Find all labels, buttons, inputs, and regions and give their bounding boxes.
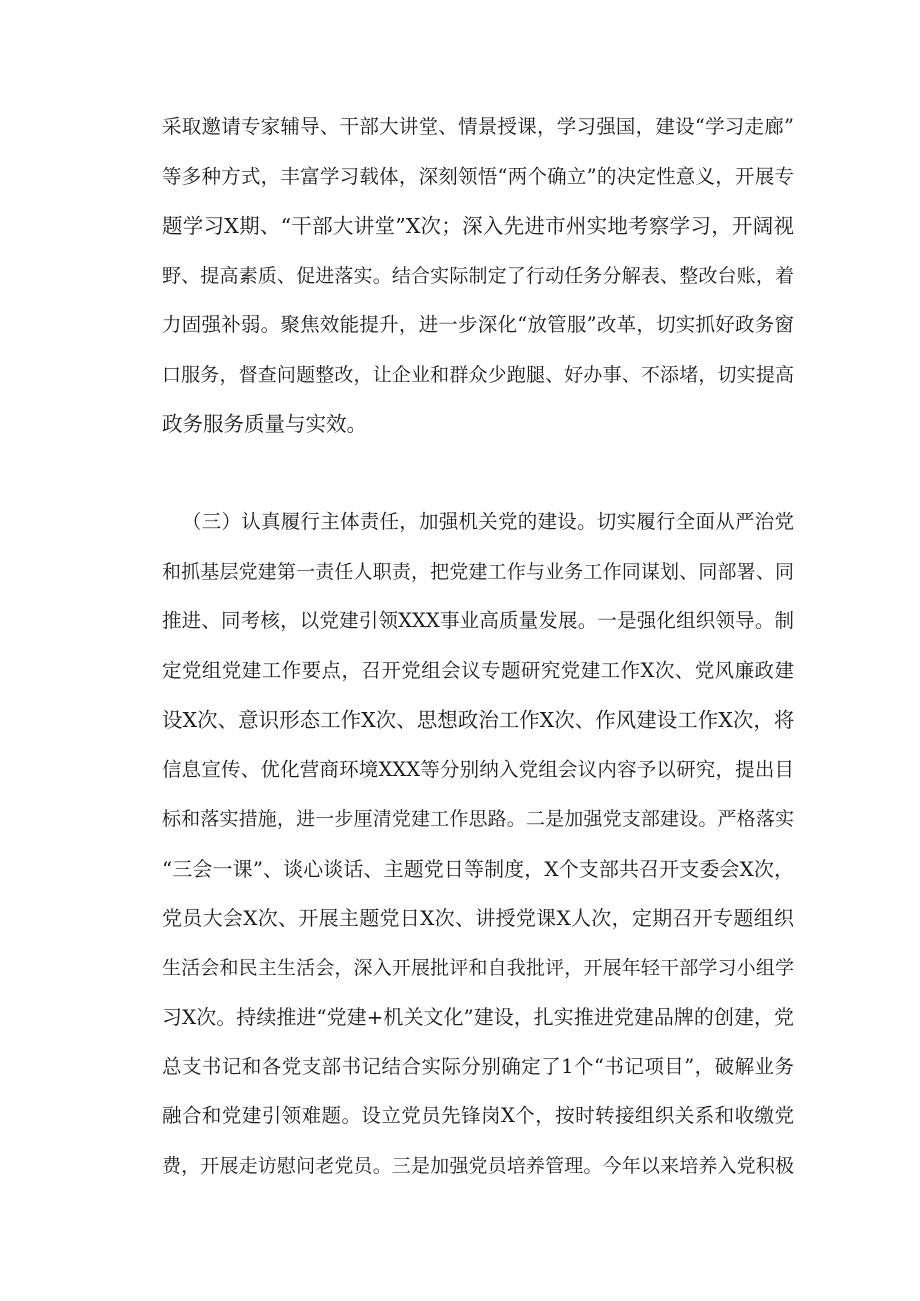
- text-line: 野、提高素质、促进落实。结合实际制定了行动任务分解表、整改台账，着: [162, 265, 794, 287]
- text-line: “三会一课”、谈心谈话、主题党日等制度，X个支部共召开支委会X次，: [162, 857, 794, 881]
- text-line: 习X次。持续推进“党建+机关文化”建设，扎实推进党建品牌的创建，党: [162, 1005, 794, 1029]
- text-line: 等多种方式，丰富学习载体，深刻领悟“两个确立”的决定性意义，开展专: [162, 165, 794, 188]
- text-line: 融合和党建引领难题。设立党员先锋岗X个，按时转接组织关系和收缴党: [162, 1104, 794, 1127]
- text-line: 信息宣传、优化营商环境XXX等分别纳入党组会议内容予以研究，提出目: [162, 758, 794, 781]
- text-line: 题学习X期、“干部大讲堂”X次；深入先进市州实地考察学习，开阔视: [162, 214, 794, 238]
- text-line: 标和落实措施，进一步厘清党建工作思路。二是加强党支部建设。严格落实: [162, 808, 794, 830]
- text-line: 费，开展走访慰问老党员。三是加强党员培养管理。今年以来培养入党积极: [162, 1155, 794, 1177]
- text-line: 和抓基层党建第一责任人职责，把党建工作与业务工作同谋划、同部署、同: [162, 561, 794, 583]
- text-line: 生活会和民主生活会，深入开展批评和自我批评，开展年轻干部学习小组学: [162, 957, 794, 979]
- text-line: （三）认真履行主体责任，加强机关党的建设。切实履行全面从严治党: [182, 510, 794, 533]
- text-line: 定党组党建工作要点，召开党组会议专题研究党建工作X次、党风廉政建: [162, 659, 794, 682]
- text-line: 设X次、意识形态工作X次、思想政治工作X次、作风建设工作X次，将: [162, 708, 795, 732]
- text-line: 口服务，督查问题整改，让企业和群众少跑腿、好办事、不添堵，切实提高: [162, 364, 794, 386]
- text-line: 采取邀请专家辅导、干部大讲堂、情景授课，学习强国，建设“学习走廊”: [162, 115, 794, 138]
- text-line: 政务服务质量与实效。: [162, 412, 367, 436]
- text-line: 推进、同考核，以党建引领XXX事业高质量发展。一是强化组织领导。制: [162, 609, 794, 632]
- text-line: 党员大会X次、开展主题党日X次、讲授党课X人次，定期召开专题组织: [162, 906, 794, 930]
- text-line: 力固强补弱。聚焦效能提升，进一步深化“放管服”改革，切实抓好政务窗: [162, 313, 794, 336]
- text-line: 总支书记和各党支部书记结合实际分别确定了1个“书记项目”，破解业务: [162, 1055, 794, 1078]
